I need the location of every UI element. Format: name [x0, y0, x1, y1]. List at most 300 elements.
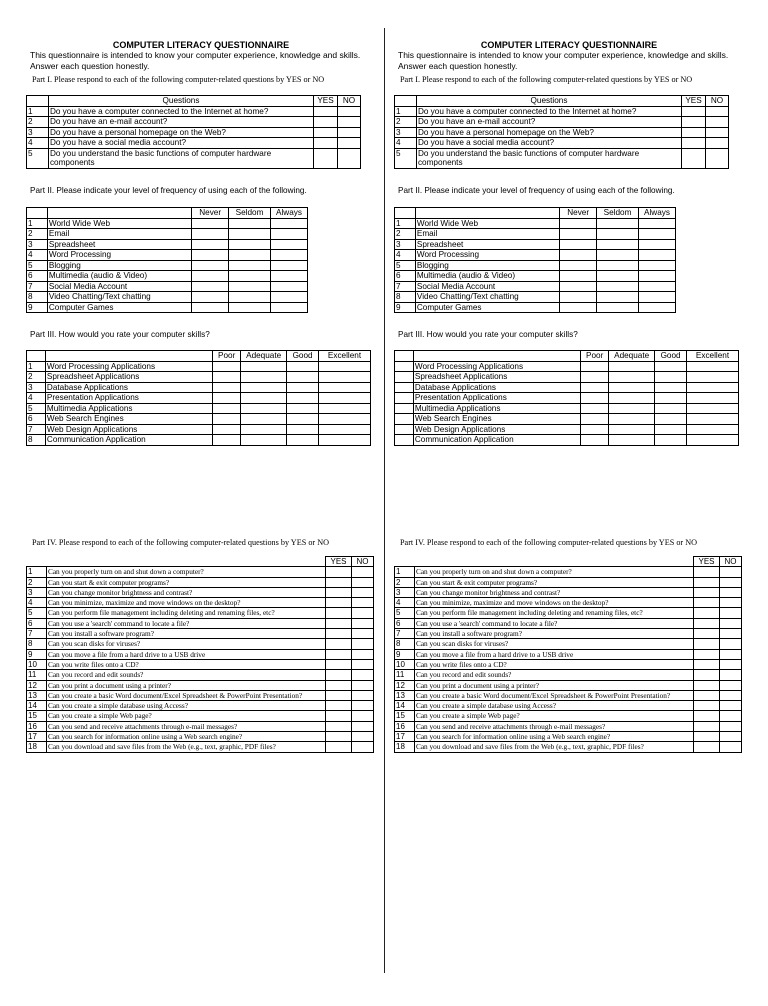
row-number: 2 — [395, 229, 416, 240]
answer-cell[interactable] — [694, 690, 720, 700]
answer-cell[interactable] — [687, 382, 739, 393]
row-number: 9 — [27, 649, 47, 659]
part3-row — [27, 424, 371, 435]
row-number: 3 — [395, 127, 417, 138]
answer-cell[interactable] — [352, 742, 374, 752]
answer-cell[interactable] — [581, 403, 609, 414]
answer-cell[interactable] — [682, 117, 706, 128]
answer-cell[interactable] — [314, 138, 338, 149]
answer-cell[interactable] — [720, 629, 742, 639]
row-number: 2 — [27, 372, 46, 383]
row-number: 3 — [395, 239, 416, 250]
answer-cell[interactable] — [609, 393, 655, 404]
answer-cell[interactable] — [597, 292, 639, 303]
answer-cell[interactable] — [655, 403, 687, 414]
answer-cell[interactable] — [694, 587, 720, 597]
answer-cell[interactable] — [271, 229, 308, 240]
answer-cell[interactable] — [229, 229, 271, 240]
answer-cell[interactable] — [271, 271, 308, 282]
row-text: Can you change monitor brightness and contrast? — [46, 587, 325, 597]
answer-cell[interactable] — [338, 148, 361, 168]
answer-cell[interactable] — [720, 690, 742, 700]
answer-cell[interactable] — [352, 711, 374, 721]
part4-row — [395, 680, 742, 690]
answer-cell[interactable] — [639, 260, 676, 271]
answer-cell[interactable] — [319, 414, 371, 425]
answer-cell[interactable] — [352, 690, 374, 700]
answer-cell[interactable] — [655, 414, 687, 425]
answer-cell[interactable] — [639, 302, 676, 313]
part1-row — [395, 148, 729, 168]
answer-cell[interactable] — [229, 250, 271, 261]
row-number: 8 — [395, 639, 415, 649]
answer-cell[interactable] — [314, 148, 338, 168]
answer-cell[interactable] — [706, 117, 729, 128]
answer-cell[interactable] — [352, 732, 374, 742]
intro-text: This questionnaire is intended to know your computer experience, knowledge and skills. Answer each question honestly. — [30, 50, 361, 71]
answer-cell[interactable] — [271, 218, 308, 229]
answer-cell[interactable] — [338, 117, 361, 128]
row-text: Do you have a computer connected to the Internet at home? — [416, 106, 681, 117]
answer-cell[interactable] — [560, 239, 597, 250]
answer-cell[interactable] — [560, 218, 597, 229]
answer-cell[interactable] — [229, 239, 271, 250]
row-text: Can you record and edit sounds? — [414, 670, 693, 680]
answer-cell[interactable] — [326, 639, 352, 649]
answer-cell[interactable] — [639, 281, 676, 292]
row-number: 5 — [27, 608, 47, 618]
answer-cell[interactable] — [271, 292, 308, 303]
answer-cell[interactable] — [694, 639, 720, 649]
answer-cell[interactable] — [560, 302, 597, 313]
row-number: 6 — [27, 414, 46, 425]
answer-cell[interactable] — [694, 701, 720, 711]
answer-cell[interactable] — [720, 649, 742, 659]
part4-row — [27, 721, 374, 731]
seldom-header: Seldom — [597, 208, 639, 219]
row-number: 4 — [395, 598, 415, 608]
answer-cell[interactable] — [682, 106, 706, 117]
row-text: Can you write files onto a CD? — [414, 659, 693, 669]
answer-cell[interactable] — [326, 577, 352, 587]
answer-cell[interactable] — [241, 361, 287, 372]
answer-cell[interactable] — [687, 403, 739, 414]
answer-cell[interactable] — [560, 229, 597, 240]
answer-cell[interactable] — [694, 608, 720, 618]
answer-cell[interactable] — [352, 618, 374, 628]
answer-cell[interactable] — [581, 424, 609, 435]
answer-cell[interactable] — [326, 711, 352, 721]
answer-cell[interactable] — [720, 577, 742, 587]
part4-row — [27, 742, 374, 752]
answer-cell[interactable] — [271, 281, 308, 292]
answer-cell[interactable] — [319, 382, 371, 393]
answer-cell[interactable] — [639, 250, 676, 261]
answer-cell[interactable] — [192, 229, 229, 240]
answer-cell[interactable] — [213, 414, 241, 425]
part2-header-row — [395, 208, 676, 219]
part4-row — [395, 670, 742, 680]
part4-row — [395, 629, 742, 639]
answer-cell[interactable] — [326, 587, 352, 597]
part2-row — [395, 271, 676, 282]
answer-cell[interactable] — [229, 260, 271, 271]
answer-cell[interactable] — [560, 292, 597, 303]
answer-cell[interactable] — [326, 649, 352, 659]
row-number: 9 — [395, 302, 416, 313]
row-number: 2 — [27, 229, 48, 240]
answer-cell[interactable] — [192, 260, 229, 271]
answer-cell[interactable] — [720, 680, 742, 690]
answer-cell[interactable] — [597, 260, 639, 271]
answer-cell[interactable] — [192, 250, 229, 261]
row-number: 14 — [395, 701, 415, 711]
part1-row — [27, 138, 361, 149]
answer-cell[interactable] — [352, 587, 374, 597]
answer-cell[interactable] — [326, 742, 352, 752]
row-number — [395, 403, 414, 414]
row-number: 3 — [27, 127, 49, 138]
row-number: 1 — [395, 567, 415, 577]
answer-cell[interactable] — [241, 382, 287, 393]
answer-cell[interactable] — [609, 414, 655, 425]
answer-cell[interactable] — [560, 271, 597, 282]
answer-cell[interactable] — [720, 670, 742, 680]
answer-cell[interactable] — [720, 721, 742, 731]
answer-cell[interactable] — [338, 138, 361, 149]
answer-cell[interactable] — [287, 372, 319, 383]
answer-cell[interactable] — [560, 260, 597, 271]
row-text: Can you use a 'search' command to locate a file? — [46, 618, 325, 628]
answer-cell[interactable] — [352, 577, 374, 587]
answer-cell[interactable] — [694, 598, 720, 608]
answer-cell[interactable] — [720, 732, 742, 742]
answer-cell[interactable] — [694, 618, 720, 628]
no-header: NO — [720, 557, 742, 567]
answer-cell[interactable] — [229, 271, 271, 282]
row-number: 8 — [395, 292, 416, 303]
answer-cell[interactable] — [720, 567, 742, 577]
answer-cell[interactable] — [639, 239, 676, 250]
answer-cell[interactable] — [706, 148, 729, 168]
answer-cell[interactable] — [560, 281, 597, 292]
answer-cell[interactable] — [326, 690, 352, 700]
answer-cell[interactable] — [241, 393, 287, 404]
answer-cell[interactable] — [352, 608, 374, 618]
row-text: Do you have a social media account? — [416, 138, 681, 149]
row-text: Do you have an e-mail account? — [48, 117, 313, 128]
answer-cell[interactable] — [241, 424, 287, 435]
answer-cell[interactable] — [639, 218, 676, 229]
answer-cell[interactable] — [271, 260, 308, 271]
answer-cell[interactable] — [352, 680, 374, 690]
answer-cell[interactable] — [271, 302, 308, 313]
answer-cell[interactable] — [213, 361, 241, 372]
answer-cell[interactable] — [241, 435, 287, 446]
answer-cell[interactable] — [287, 414, 319, 425]
answer-cell[interactable] — [326, 629, 352, 639]
row-text: Can you move a file from a hard drive to a USB drive — [414, 649, 693, 659]
answer-cell[interactable] — [597, 271, 639, 282]
row-text: Can you properly turn on and shut down a computer? — [414, 567, 693, 577]
row-number: 13 — [27, 690, 47, 700]
answer-cell[interactable] — [687, 393, 739, 404]
answer-cell[interactable] — [338, 127, 361, 138]
answer-cell[interactable] — [720, 742, 742, 752]
answer-cell[interactable] — [694, 567, 720, 577]
answer-cell[interactable] — [352, 629, 374, 639]
part4-row — [27, 618, 374, 628]
answer-cell[interactable] — [271, 250, 308, 261]
answer-cell[interactable] — [326, 721, 352, 731]
answer-cell[interactable] — [720, 598, 742, 608]
answer-cell[interactable] — [655, 393, 687, 404]
part4-instruction: Part IV. Please respond to each of the following computer-related questions by YES or NO — [400, 538, 698, 547]
row-text: Can you print a document using a printer? — [46, 680, 325, 690]
row-text: Email — [47, 229, 191, 240]
answer-cell[interactable] — [720, 587, 742, 597]
answer-cell[interactable] — [682, 138, 706, 149]
row-number: 18 — [27, 742, 47, 752]
answer-cell[interactable] — [694, 732, 720, 742]
answer-cell[interactable] — [682, 127, 706, 138]
answer-cell[interactable] — [213, 424, 241, 435]
questions-header: Questions — [416, 96, 681, 107]
answer-cell[interactable] — [694, 742, 720, 752]
answer-cell[interactable] — [720, 618, 742, 628]
answer-cell[interactable] — [271, 239, 308, 250]
answer-cell[interactable] — [687, 424, 739, 435]
row-number: 6 — [27, 271, 48, 282]
answer-cell[interactable] — [287, 393, 319, 404]
answer-cell[interactable] — [319, 393, 371, 404]
part1-row — [27, 148, 361, 168]
answer-cell[interactable] — [213, 372, 241, 383]
part3-row — [395, 435, 739, 446]
answer-cell[interactable] — [581, 372, 609, 383]
row-text: Presentation Applications — [413, 393, 580, 404]
part3-row — [395, 382, 739, 393]
answer-cell[interactable] — [229, 281, 271, 292]
answer-cell[interactable] — [314, 106, 338, 117]
answer-cell[interactable] — [192, 292, 229, 303]
answer-cell[interactable] — [241, 414, 287, 425]
part4-row — [395, 721, 742, 731]
answer-cell[interactable] — [326, 659, 352, 669]
part4-row — [395, 598, 742, 608]
answer-cell[interactable] — [326, 701, 352, 711]
row-number: 2 — [27, 577, 47, 587]
row-number: 3 — [27, 587, 47, 597]
answer-cell[interactable] — [720, 711, 742, 721]
answer-cell[interactable] — [192, 271, 229, 282]
row-text: Can you install a software program? — [46, 629, 325, 639]
answer-cell[interactable] — [694, 711, 720, 721]
answer-cell[interactable] — [581, 382, 609, 393]
part4-row — [27, 711, 374, 721]
answer-cell[interactable] — [609, 435, 655, 446]
part1-table — [394, 95, 729, 169]
answer-cell[interactable] — [352, 649, 374, 659]
answer-cell[interactable] — [581, 393, 609, 404]
answer-cell[interactable] — [319, 361, 371, 372]
part1-row — [395, 117, 729, 128]
part1-header-row — [27, 96, 361, 107]
answer-cell[interactable] — [213, 435, 241, 446]
row-text: Can you use a 'search' command to locate a file? — [414, 618, 693, 628]
answer-cell[interactable] — [655, 435, 687, 446]
answer-cell[interactable] — [597, 218, 639, 229]
answer-cell[interactable] — [720, 608, 742, 618]
answer-cell[interactable] — [687, 361, 739, 372]
answer-cell[interactable] — [326, 618, 352, 628]
answer-cell[interactable] — [706, 138, 729, 149]
answer-cell[interactable] — [229, 302, 271, 313]
answer-cell[interactable] — [192, 281, 229, 292]
answer-cell[interactable] — [597, 229, 639, 240]
answer-cell[interactable] — [687, 372, 739, 383]
answer-cell[interactable] — [720, 701, 742, 711]
row-number: 4 — [27, 393, 46, 404]
part3-row — [27, 435, 371, 446]
row-text: Spreadsheet Applications — [413, 372, 580, 383]
answer-cell[interactable] — [352, 701, 374, 711]
answer-cell[interactable] — [287, 403, 319, 414]
answer-cell[interactable] — [655, 382, 687, 393]
answer-cell[interactable] — [229, 292, 271, 303]
part3-table — [26, 350, 371, 446]
answer-cell[interactable] — [352, 670, 374, 680]
answer-cell[interactable] — [352, 567, 374, 577]
answer-cell[interactable] — [326, 608, 352, 618]
answer-cell[interactable] — [326, 567, 352, 577]
answer-cell[interactable] — [609, 424, 655, 435]
answer-cell[interactable] — [192, 302, 229, 313]
row-text: World Wide Web — [415, 218, 559, 229]
answer-cell[interactable] — [560, 250, 597, 261]
answer-cell[interactable] — [287, 382, 319, 393]
answer-cell[interactable] — [655, 372, 687, 383]
answer-cell[interactable] — [639, 271, 676, 282]
answer-cell[interactable] — [319, 435, 371, 446]
answer-cell[interactable] — [241, 403, 287, 414]
row-text: Can you download and save files from the Web (e.g., text, graphic, PDF files? — [46, 742, 325, 752]
answer-cell[interactable] — [192, 239, 229, 250]
answer-cell[interactable] — [720, 659, 742, 669]
answer-cell[interactable] — [694, 659, 720, 669]
row-text: Can you create a basic Word document/Excel Spreadsheet & PowerPoint Presentation? — [414, 690, 693, 700]
row-text: Can you print a document using a printer? — [414, 680, 693, 690]
yes-header: YES — [314, 96, 338, 107]
adequate-header: Adequate — [241, 351, 287, 362]
answer-cell[interactable] — [687, 414, 739, 425]
answer-cell[interactable] — [326, 670, 352, 680]
answer-cell[interactable] — [639, 229, 676, 240]
row-text: Can you create a simple Web page? — [414, 711, 693, 721]
answer-cell[interactable] — [314, 117, 338, 128]
answer-cell[interactable] — [706, 127, 729, 138]
part4-row — [395, 701, 742, 711]
answer-cell[interactable] — [694, 670, 720, 680]
answer-cell[interactable] — [352, 639, 374, 649]
answer-cell[interactable] — [609, 382, 655, 393]
row-number: 7 — [395, 629, 415, 639]
answer-cell[interactable] — [352, 721, 374, 731]
row-text: Can you create a simple database using Access? — [414, 701, 693, 711]
row-number: 3 — [395, 587, 415, 597]
answer-cell[interactable] — [581, 414, 609, 425]
answer-cell[interactable] — [655, 361, 687, 372]
answer-cell[interactable] — [241, 372, 287, 383]
row-text: Web Search Engines — [45, 414, 212, 425]
answer-cell[interactable] — [609, 403, 655, 414]
answer-cell[interactable] — [609, 372, 655, 383]
answer-cell[interactable] — [581, 435, 609, 446]
answer-cell[interactable] — [326, 598, 352, 608]
answer-cell[interactable] — [597, 302, 639, 313]
row-text: Do you have a personal homepage on the Web? — [48, 127, 313, 138]
answer-cell[interactable] — [213, 382, 241, 393]
answer-cell[interactable] — [352, 598, 374, 608]
answer-cell[interactable] — [229, 218, 271, 229]
answer-cell[interactable] — [694, 721, 720, 731]
answer-cell[interactable] — [720, 639, 742, 649]
answer-cell[interactable] — [287, 435, 319, 446]
row-number: 6 — [395, 618, 415, 628]
row-number: 11 — [395, 670, 415, 680]
no-header: NO — [352, 557, 374, 567]
answer-cell[interactable] — [338, 106, 361, 117]
answer-cell[interactable] — [597, 239, 639, 250]
answer-cell[interactable] — [687, 435, 739, 446]
answer-cell[interactable] — [655, 424, 687, 435]
row-number: 8 — [27, 292, 48, 303]
answer-cell[interactable] — [213, 403, 241, 414]
answer-cell[interactable] — [314, 127, 338, 138]
row-text: Can you write files onto a CD? — [46, 659, 325, 669]
answer-cell[interactable] — [581, 361, 609, 372]
row-number — [395, 372, 414, 383]
answer-cell[interactable] — [682, 148, 706, 168]
answer-cell[interactable] — [287, 361, 319, 372]
answer-cell[interactable] — [213, 393, 241, 404]
answer-cell[interactable] — [352, 659, 374, 669]
answer-cell[interactable] — [319, 372, 371, 383]
answer-cell[interactable] — [326, 732, 352, 742]
answer-cell[interactable] — [319, 403, 371, 414]
part3-instruction: Part III. How would you rate your computer skills? — [398, 330, 578, 339]
answer-cell[interactable] — [597, 250, 639, 261]
row-text: Spreadsheet — [415, 239, 559, 250]
answer-cell[interactable] — [609, 361, 655, 372]
excellent-header: Excellent — [687, 351, 739, 362]
row-text: Can you change monitor brightness and contrast? — [414, 587, 693, 597]
answer-cell[interactable] — [639, 292, 676, 303]
row-number: 3 — [27, 382, 46, 393]
answer-cell[interactable] — [694, 577, 720, 587]
answer-cell[interactable] — [192, 218, 229, 229]
answer-cell[interactable] — [694, 649, 720, 659]
row-text: Word Processing — [47, 250, 191, 261]
answer-cell[interactable] — [597, 281, 639, 292]
answer-cell[interactable] — [319, 424, 371, 435]
answer-cell[interactable] — [287, 424, 319, 435]
answer-cell[interactable] — [694, 680, 720, 690]
answer-cell[interactable] — [694, 629, 720, 639]
part4-table — [394, 556, 742, 753]
answer-cell[interactable] — [326, 680, 352, 690]
answer-cell[interactable] — [706, 106, 729, 117]
